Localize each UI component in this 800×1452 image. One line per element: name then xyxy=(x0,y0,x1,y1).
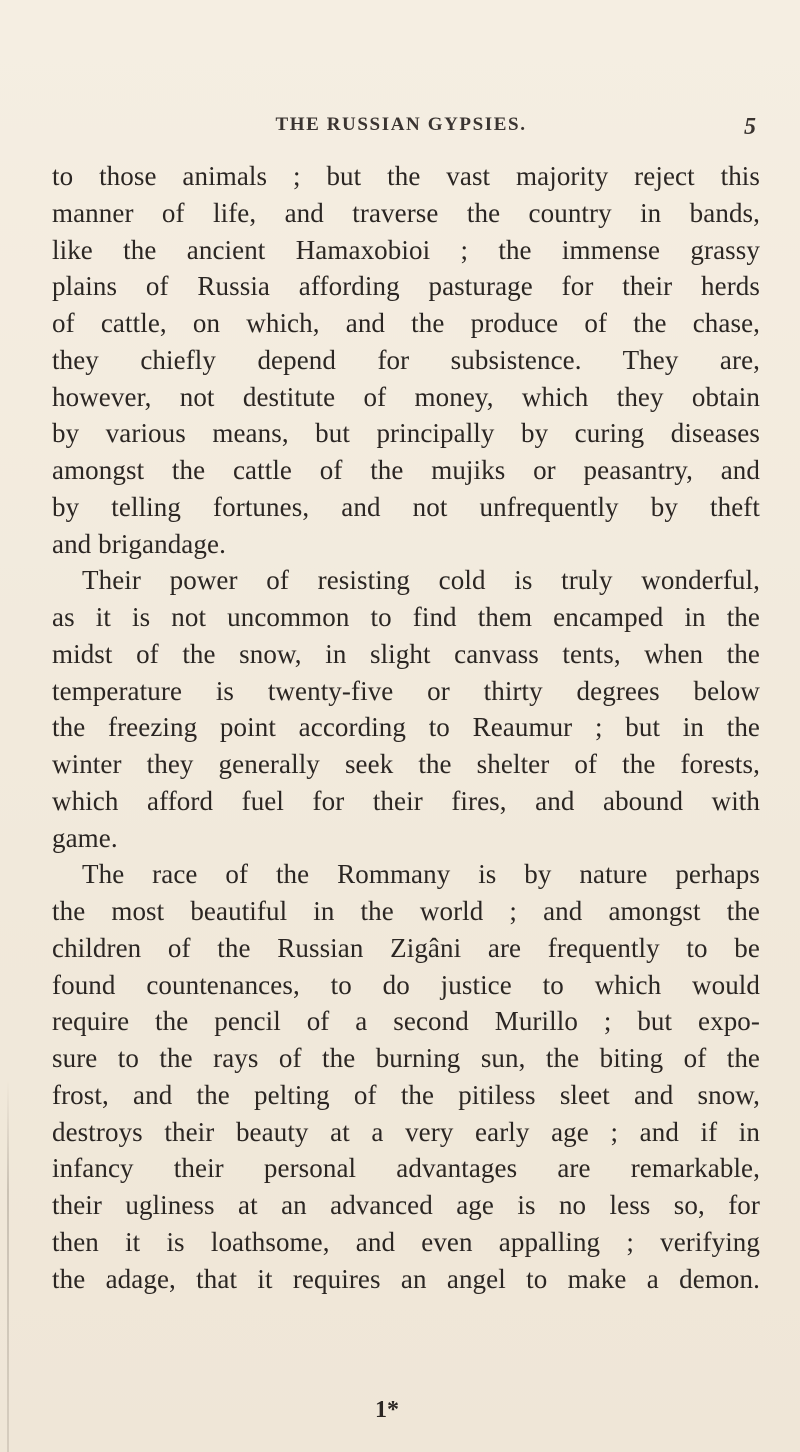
text-line: they chiefly depend for subsistence. They are, xyxy=(52,344,760,375)
paragraph-start-line: The race of the Rommany is by nature perhaps xyxy=(82,859,760,890)
text-line: frost, and the pelting of the pitiless sleet and snow, xyxy=(52,1079,760,1110)
text-line: children of the Russian Zigâni are frequently to be xyxy=(52,932,760,963)
text-line: temperature is twenty-five or thirty degrees below xyxy=(52,675,760,706)
text-line: manner of life, and traverse the country in bands, xyxy=(52,197,760,228)
text-line: winter they generally seek the shelter of the forests, xyxy=(52,749,760,779)
text-line: their ugliness at an advanced age is no less so, for xyxy=(52,1190,760,1220)
text-line: by telling fortunes, and not unfrequently by theft xyxy=(52,491,760,522)
text-line: and brigandage. xyxy=(52,528,226,559)
text-line: infancy their personal advantages are remarkable, xyxy=(52,1153,760,1184)
paragraph-start-line: Their power of resisting cold is truly wonderful, xyxy=(82,565,760,596)
text-line: however, not destitute of money, which they obtain xyxy=(52,381,760,412)
text-line: amongst the cattle of the mujiks or peasantry, and xyxy=(52,455,760,485)
text-line: by various means, but principally by curing diseases xyxy=(52,418,760,449)
page-number: 5 xyxy=(744,114,756,140)
binding-shadow xyxy=(0,1080,30,1452)
text-line: which afford fuel for their fires, and abound with xyxy=(52,785,760,816)
text-line: the freezing point according to Reaumur ; but in the xyxy=(52,712,760,743)
text-line: then it is loathsome, and even appalling ; verifying xyxy=(52,1226,760,1257)
text-line: as it is not uncommon to find them encamped in the xyxy=(52,602,760,632)
text-line: midst of the snow, in slight canvass tents, when the xyxy=(52,638,760,669)
text-line: sure to the rays of the burning sun, the biting of the xyxy=(52,1043,760,1073)
signature-mark: 1* xyxy=(375,1397,399,1423)
running-head xyxy=(46,114,756,144)
text-line: like the ancient Hamaxobioi ; the immense grassy xyxy=(52,234,760,265)
text-line: found countenances, to do justice to which would xyxy=(52,969,760,1000)
text-line: the most beautiful in the world ; and amongst the xyxy=(52,896,760,926)
body-text xyxy=(52,158,760,1297)
text-line: to those animals ; but the vast majority reject this xyxy=(52,161,760,191)
running-title: THE RUSSIAN GYPSIES. xyxy=(275,114,527,135)
text-line: plains of Russia affording pasturage for their herds xyxy=(52,271,760,302)
text-line: destroys their beauty at a very early age ; and if in xyxy=(52,1116,760,1147)
text-line: the adage, that it requires an angel to make a demon. xyxy=(52,1263,760,1294)
text-line: game. xyxy=(52,822,118,853)
text-line: require the pencil of a second Murillo ; but expo- xyxy=(52,1006,760,1037)
text-line: of cattle, on which, and the produce of the chase, xyxy=(52,308,760,338)
